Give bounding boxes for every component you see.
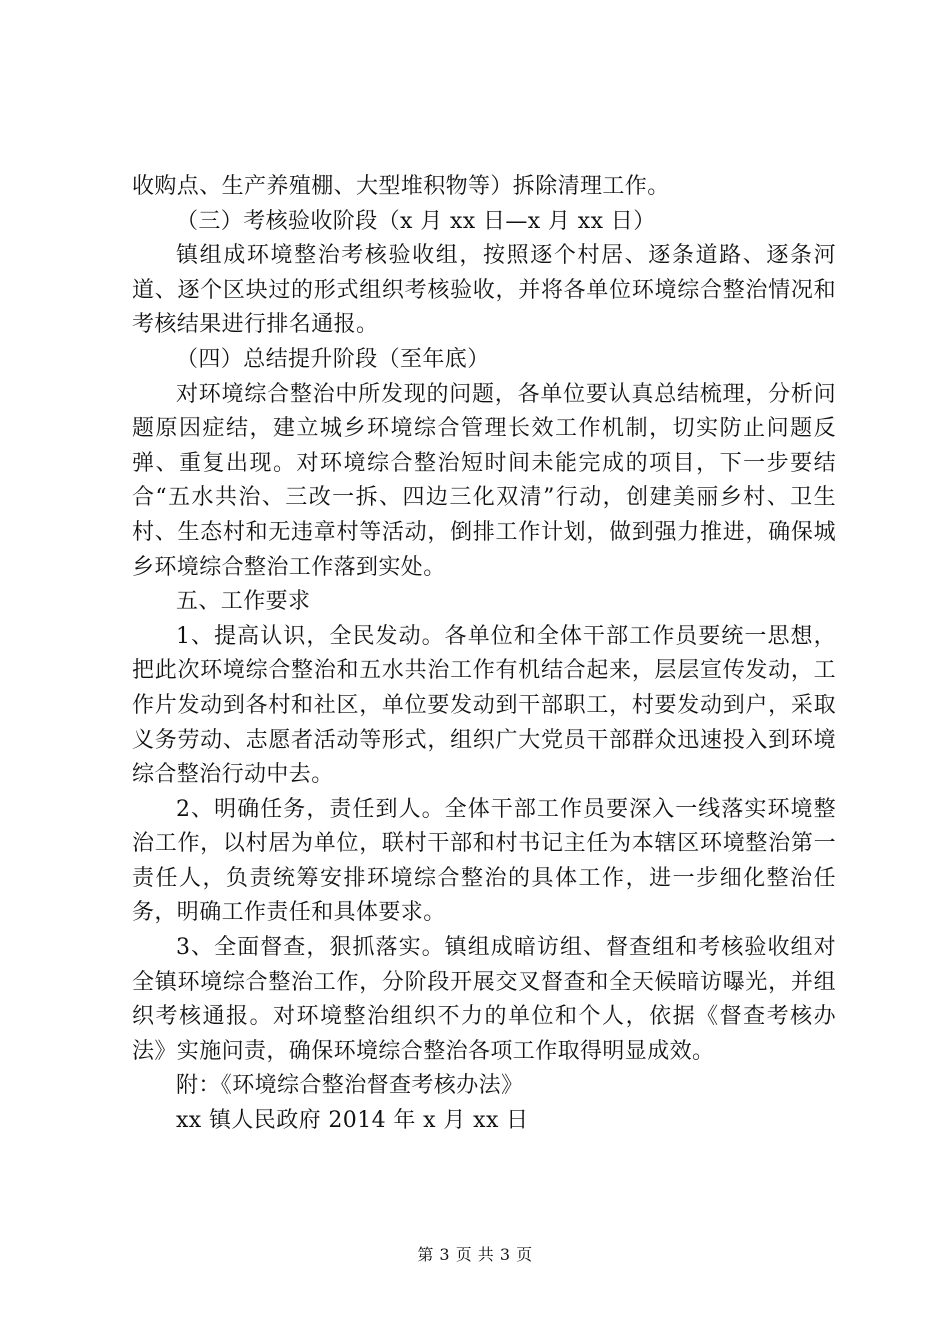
document-body [132, 170, 836, 1139]
paragraph-11: xx 镇人民政府 2014 年 x 月 xx 日 [176, 1108, 529, 1134]
paragraph-1: 收购点、生产养殖棚、大型堆积物等）拆除清理工作。 [132, 174, 670, 199]
paragraph-5: 对环境综合整治中所发现的问题，各单位要认真总结梳理，分析问题原因症结，建立城乡环境综合管理长效工作机制，切实防止问题反弹、重复出现。对环境综合整治短时间未能完成的项目，下一步要结合“五水共治、三改一拆、四边三化双清”行动，创建美丽乡村、卫生村、生态村和无违章村等活动，倒排工作计划，做到强力推进，确保城乡环境综合整治工作落到实处。 [132, 381, 836, 580]
paragraph-3: 镇组成环境整治考核验收组，按照逐个村居、逐条道路、逐条河道、逐个区块过的形式组织考核验收，并将各单位环境综合整治情况和考核结果进行排名通报。 [132, 243, 836, 338]
paragraph-10: 附：《环境综合整治督查考核办法》 [176, 1073, 524, 1099]
paragraph-7: 1、提高认识，全民发动。各单位和全体干部工作员要统一思想，把此次环境综合整治和五水共治工作有机结合起来，层层宣传发动，工作片发动到各村和社区，单位要发动到干部职工，村要发动到户，采取义务劳动、志愿者活动等形式，组织广大党员干部群众迅速投入到环境综合整治行动中去。 [132, 623, 836, 788]
paragraph-2: （三）考核验收阶段（x 月 xx 日—x 月 xx 日） [176, 208, 656, 234]
page-footer: 第 3 页 共 3 页 [417, 1245, 533, 1264]
paragraph-9: 3、全面督查，狠抓落实。镇组成暗访组、督查组和考核验收组对全镇环境综合整治工作，分阶段开展交叉督查和全天候暗访曝光，并组织考核通报。对环境整治组织不力的单位和个人，依据《督查考核办法》实施问责，确保环境综合整治各项工作取得明显成效。 [132, 935, 836, 1064]
paragraph-8: 2、明确任务，责任到人。全体干部工作员要深入一线落实环境整治工作，以村居为单位，联村干部和村书记主任为本辖区环境整治第一责任人，负责统筹安排环境综合整治的具体工作，进一步细化整治任务，明确工作责任和具体要求。 [132, 796, 836, 926]
paragraph-4: （四）总结提升阶段（至年底） [176, 346, 490, 372]
paragraph-6: 五、工作要求 [176, 589, 311, 615]
